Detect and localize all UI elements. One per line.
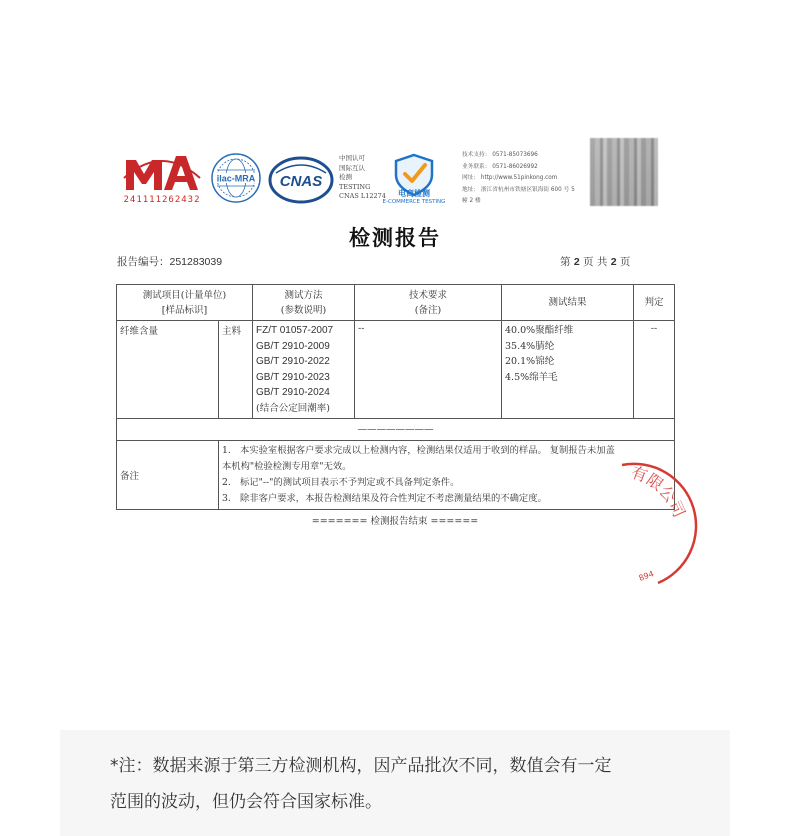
page-indicator: 第 2 页 共 2 页 <box>560 256 631 268</box>
contact-line: 幢 2 楼 <box>462 198 481 204</box>
cnas-logo <box>268 155 334 205</box>
svg-text:ilac-MRA: ilac-MRA <box>216 173 256 184</box>
table-header-row <box>117 285 675 321</box>
notes-row <box>117 441 675 510</box>
footer-line-2: 范围的波动，但仍会符合国家标准。 <box>110 792 382 812</box>
test-results-table <box>116 284 675 510</box>
cnas-cert-text: 中国认可 国际互认 检测 TESTING CNAS L12274 <box>339 154 386 201</box>
cell-item: 纤维含量 <box>117 321 219 419</box>
svg-text:有限公司 <box>629 462 689 520</box>
col-header-item: 测试项目(计量单位) [样品标识] <box>117 285 253 321</box>
ilac-mra-logo <box>210 152 262 204</box>
stamp-code: 894 <box>637 569 656 583</box>
separator-row <box>117 419 675 441</box>
report-number: 报告编号：251283039 <box>117 256 223 268</box>
note-line: 本机构"检验检测专用章"无效。 <box>222 461 352 472</box>
cell-results: 40.0%聚酯纤维 35.4%腈纶 20.1%锦纶 4.5%绵羊毛 <box>502 321 634 419</box>
cell-verdict: -- <box>634 321 675 419</box>
col-header-result: 测试结果 <box>502 285 634 321</box>
table-row <box>117 321 675 419</box>
cell-requirement: -- <box>355 321 502 419</box>
cma-number: 241111262432 <box>123 195 201 205</box>
footer-line-1: *注：数据来源于第三方检测机构，因产品批次不同，数值会有一定 <box>110 756 612 776</box>
contact-line: 业务联系： 0571-86026992 <box>462 163 538 170</box>
note-line: 3. 除非客户要求，本报告检测结果及符合性判定不考虑测量结果的不确定度。 <box>222 493 547 504</box>
ecommerce-testing-label: 电商检测 E-COMMERCE TESTING <box>382 189 446 205</box>
cell-methods: FZ/T 01057-2007 GB/T 2910-2009 GB/T 2910-2022 GB/T 2910-2023 GB/T 2910-2024 (结合公定回潮率) <box>253 321 355 419</box>
cell-part: 主料 <box>219 321 253 419</box>
note-line: 1. 本实验室根据客户要求完成以上检测内容，检测结果仅适用于收到的样品。 复制报告未加盖 <box>222 445 615 456</box>
col-header-verdict: 判定 <box>634 285 675 321</box>
separator-line: ———————— <box>117 419 675 441</box>
stamp-text: 有限公司 <box>628 462 689 521</box>
col-header-method: 测试方法 (参数说明) <box>253 285 355 321</box>
contact-line: 网址： http://www.51pinkong.com <box>462 175 558 181</box>
contact-line: 地址： 浙江省杭州市铁塘区银海街 600 号 5 <box>462 186 575 193</box>
footer-note <box>60 730 730 836</box>
qr-code-icon <box>590 138 658 206</box>
note-line: 2. 标记"--"的测试项目表示不予判定或不具备判定条件。 <box>222 477 460 488</box>
notes-label: 备注 <box>117 441 219 510</box>
company-seal-stamp <box>600 455 710 590</box>
contact-line: 技术支持： 0571-85073696 <box>462 152 538 158</box>
col-header-requirement: 技术要求 (备注) <box>355 285 502 321</box>
report-title: 检测报告 <box>349 225 441 250</box>
report-end-marker: ======= 检测报告结束 ====== <box>311 516 479 527</box>
svg-text:CNAS: CNAS <box>279 173 323 190</box>
contact-info <box>462 150 587 208</box>
